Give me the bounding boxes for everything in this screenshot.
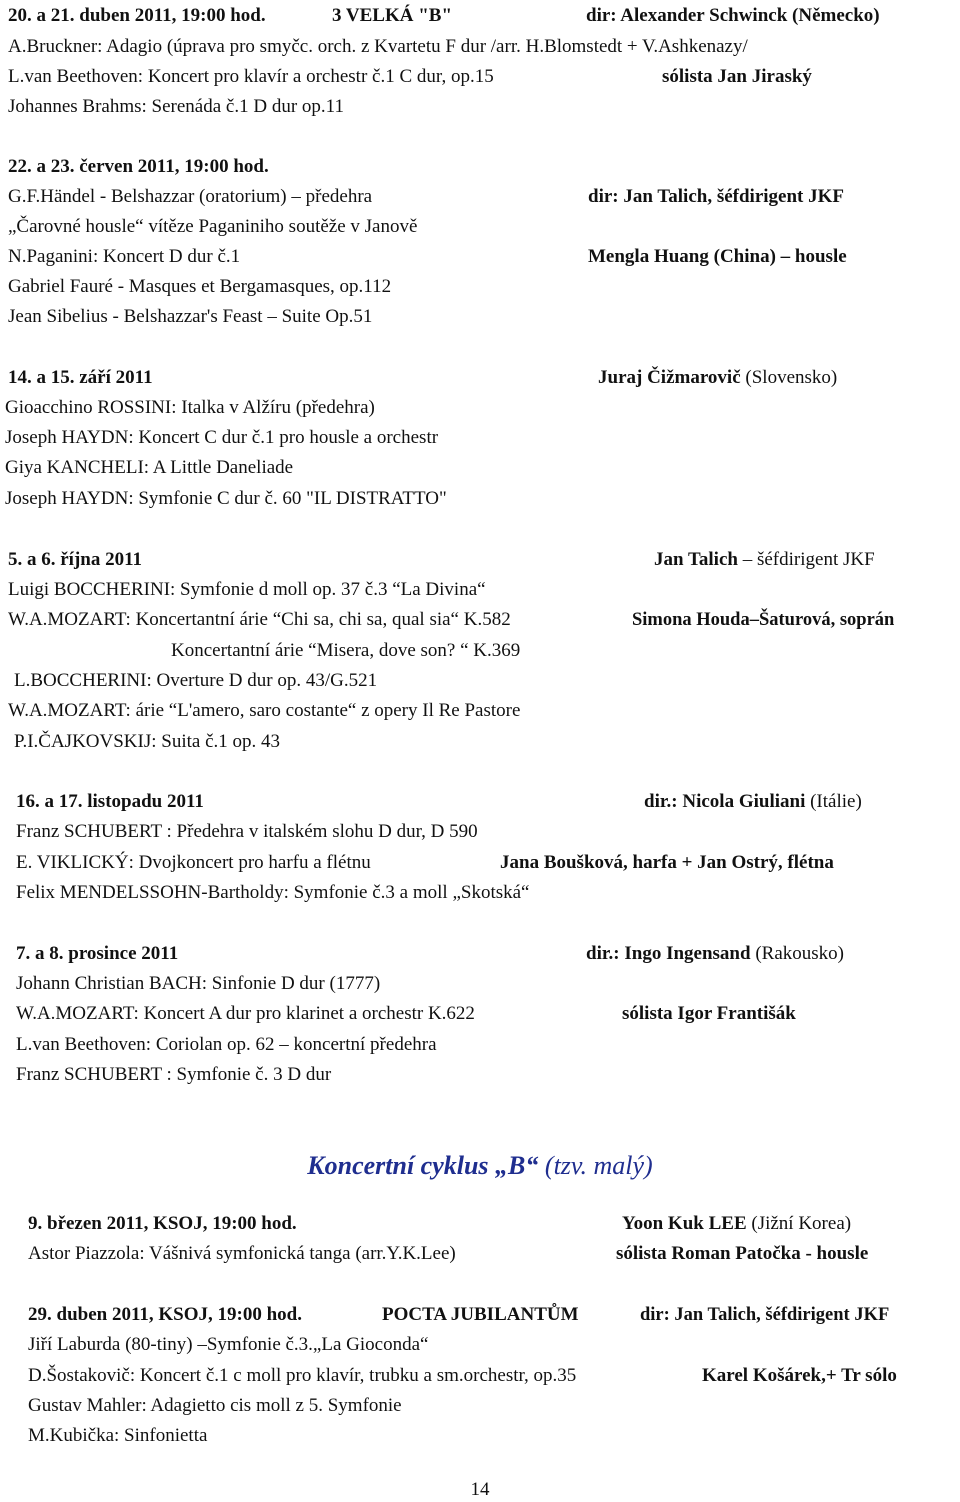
program-line: D.Šostakovič: Koncert č.1 c moll pro klavír, trubku a sm.orchestr, op.35 [28,1365,577,1386]
program-line: W.A.MOZART: Koncert A dur pro klarinet a orchestr K.622 [16,1003,475,1024]
cycle-heading [0,1150,960,1182]
program-line: Luigi BOCCHERINI: Symfonie d moll op. 37 č.3 “La Divina“ [8,579,486,600]
cycle-heading-note: (tzv. malý) [538,1151,653,1180]
program-line: Joseph HAYDN: Koncert C dur č.1 pro housle a orchestr [5,427,439,448]
conductor-country: (Itálie) [805,791,862,812]
program-line: Gustav Mahler: Adagietto cis moll z 5. Symfonie [28,1395,402,1416]
program-line: Joseph HAYDN: Symfonie C dur č. 60 "IL DISTRATTO" [5,488,447,509]
concert-date: 14. a 15. září 2011 [8,367,153,388]
conductor-name: Juraj Čižmarovič [598,367,741,388]
concert-date: 16. a 17. listopadu 2011 [16,791,204,812]
conductor-country: (Jižní Korea) [746,1213,852,1234]
program-line: Gabriel Fauré - Masques et Bergamasques, op.112 [8,276,392,297]
soloist: sólista Igor Františák [622,1003,796,1024]
program-line: W.A.MOZART: árie “L'amero, saro costante“ z opery Il Re Pastore [8,700,521,721]
conductor [598,366,837,390]
soloist: Simona Houda–Šaturová, soprán [632,610,895,630]
conductor-name: Yoon Kuk LEE [622,1213,747,1234]
program-line: E. VIKLICKÝ: Dvojkoncert pro harfu a flétnu [16,852,371,873]
program-line: P.I.ČAJKOVSKIJ: Suita č.1 op. 43 [14,731,281,752]
conductor-name: Jan Talich [654,549,738,570]
soloist: sólista Jan Jiraský [662,66,812,87]
concert-date: 7. a 8. prosince 2011 [16,943,179,964]
program-line: G.F.Händel - Belshazzar (oratorium) – předehra [8,186,373,207]
program-line: L.BOCCHERINI: Overture D dur op. 43/G.521 [14,670,378,691]
program-line: Franz SCHUBERT : Předehra v italském slohu D dur, D 590 [16,821,478,842]
concert-date: 5. a 6. října 2011 [8,549,143,570]
conductor: dir: Jan Talich, šéfdirigent JKF [588,186,844,207]
program-line: W.A.MOZART: Koncertantní árie “Chi sa, chi sa, qual sia“ K.582 [8,609,511,630]
program-line: Koncertantní árie “Misera, dove son? “ K.369 [171,640,521,661]
program-line: Giya KANCHELI: A Little Daneliade [5,457,294,478]
conductor-role: – šéfdirigent JKF [737,549,875,570]
program-line: L.van Beethoven: Coriolan op. 62 – koncertní předehra [16,1034,437,1055]
concert-date: 20. a 21. duben 2011, 19:00 hod. [8,5,266,26]
concert-series: 3 VELKÁ "B" [332,5,452,26]
concert-series: POCTA JUBILANTŮM [382,1304,579,1325]
program-line: Felix MENDELSSOHN-Bartholdy: Symfonie č.3 a moll „Skotská“ [16,882,530,903]
program-line: Johann Christian BACH: Sinfonie D dur (1777) [16,973,381,994]
soloist: sólista Roman Patočka - housle [616,1243,869,1264]
concert-date: 22. a 23. červen 2011, 19:00 hod. [8,156,269,177]
soloist: Mengla Huang (China) – housle [588,246,847,267]
program-line: N.Paganini: Koncert D dur č.1 [8,246,241,267]
concert-date: 9. březen 2011, KSOJ, 19:00 hod. [28,1213,297,1234]
conductor [622,1212,851,1236]
conductor [654,548,875,572]
conductor [586,942,844,966]
program-line: Astor Piazzola: Vášnivá symfonická tanga (arr.Y.K.Lee) [28,1243,456,1264]
program-line: Franz SCHUBERT : Symfonie č. 3 D dur [16,1064,332,1085]
soloist: Jana Boušková, harfa + Jan Ostrý, flétna [500,852,834,873]
program-line: A.Bruckner: Adagio (úprava pro smyčc. orch. z Kvartetu F dur /arr. H.Blomstedt + V.Ashkenazy/ [8,36,748,57]
program-line: L.van Beethoven: Koncert pro klavír a orchestr č.1 C dur, op.15 [8,66,494,87]
soloist: Karel Košárek,+ Tr sólo [702,1365,897,1386]
program-line: Gioacchino ROSSINI: Italka v Alžíru (předehra) [5,397,375,418]
program-line: Jean Sibelius - Belshazzar's Feast – Suite Op.51 [8,306,373,327]
conductor [644,790,862,814]
program-line: Johannes Brahms: Serenáda č.1 D dur op.11 [8,96,344,117]
page-number: 14 [470,1479,490,1500]
conductor-name: dir.: Nicola Giuliani [644,791,806,812]
conductor: dir: Alexander Schwinck (Německo) [586,5,880,26]
conductor-name: dir.: Ingo Ingensand [586,943,751,964]
conductor-country: (Slovensko) [740,367,838,388]
program-line: M.Kubička: Sinfonietta [28,1425,208,1446]
conductor-country: (Rakousko) [750,943,844,964]
cycle-heading-main: Koncertní cyklus „B“ [307,1151,539,1180]
program-line: „Čarovné housle“ vítěze Paganiniho soutěže v Janově [8,216,418,237]
concert-date: 29. duben 2011, KSOJ, 19:00 hod. [28,1304,302,1325]
program-line: Jiří Laburda (80-tiny) –Symfonie č.3.„La Gioconda“ [28,1334,429,1355]
conductor: dir: Jan Talich, šéfdirigent JKF [640,1305,890,1325]
